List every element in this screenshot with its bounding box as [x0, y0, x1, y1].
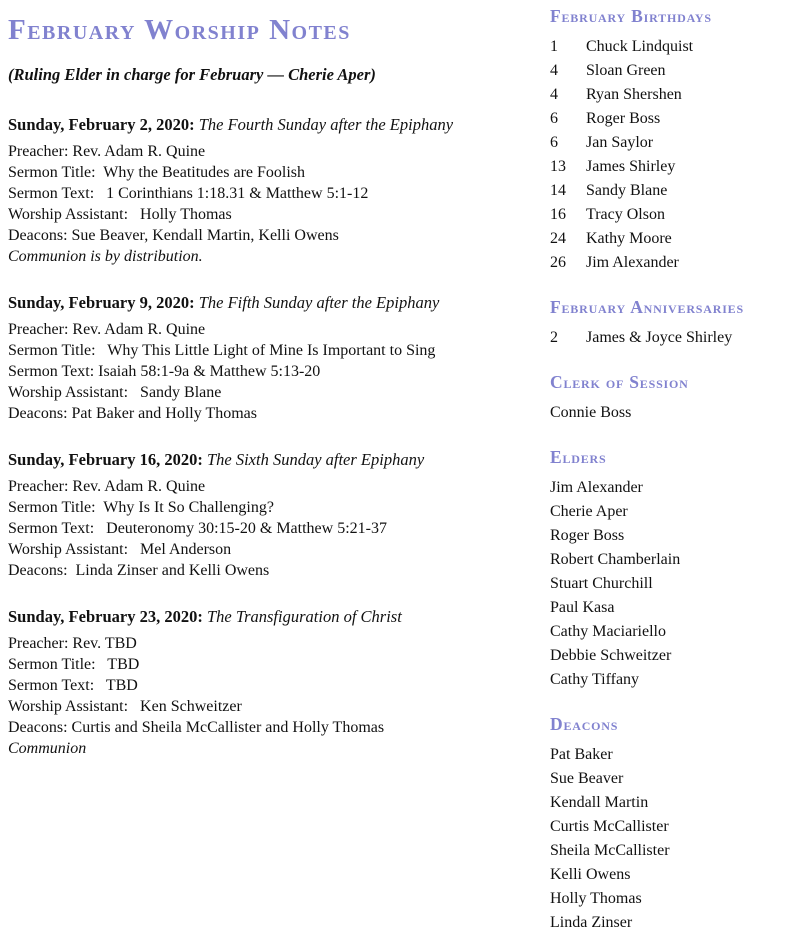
birthday-name: Sandy Blane: [586, 182, 668, 199]
birthday-day: 26: [550, 254, 566, 271]
birthday-name: James Shirley: [586, 158, 676, 175]
birthday-name: Sloan Green: [586, 62, 666, 79]
anniversary-item: [550, 326, 796, 350]
birthday-day: 16: [550, 206, 566, 223]
sermon-title-line: Sermon Title: Why This Little Light of Mine Is Important to Sing: [8, 342, 436, 359]
birthday-day: 4: [550, 86, 558, 103]
birthday-day: 6: [550, 110, 558, 127]
birthday-name: Jim Alexander: [586, 254, 679, 271]
service-date: Sunday, February 16, 2020:: [8, 450, 203, 469]
birthday-item: [550, 131, 796, 155]
birthday-item: [550, 107, 796, 131]
birthday-item: [550, 227, 796, 251]
sermon-text-line: Sermon Text: TBD: [8, 677, 138, 694]
birthday-name: Kathy Moore: [586, 230, 672, 247]
sermon-title-line: Sermon Title: Why Is It So Challenging?: [8, 499, 274, 516]
sidebar-column: [544, 6, 796, 935]
elder-name: Robert Chamberlain: [550, 551, 681, 568]
service-block-feb-23: [8, 607, 544, 759]
worship-assistant-line: Worship Assistant: Mel Anderson: [8, 541, 232, 558]
deacon-name: Sue Beaver: [550, 770, 624, 787]
service-heading: [8, 115, 544, 135]
service-date: Sunday, February 23, 2020:: [8, 607, 203, 626]
page-title: February Worship Notes: [8, 14, 351, 46]
service-heading: [8, 293, 544, 313]
elder-name: Cherie Aper: [550, 503, 628, 520]
sermon-text-line: Sermon Text: Deuteronomy 30:15-20 & Matthew 5:21-37: [8, 520, 387, 537]
service-block-feb-2: [8, 115, 544, 267]
elder-name: Debbie Schweitzer: [550, 647, 672, 664]
elder-name: Paul Kasa: [550, 599, 615, 616]
service-heading: [8, 450, 544, 470]
service-sunday-title: The Transfiguration of Christ: [206, 607, 402, 626]
preacher-line: Preacher: Rev. Adam R. Quine: [8, 321, 206, 338]
communion-note: Communion: [8, 740, 87, 757]
preacher-line: Preacher: Rev. Adam R. Quine: [8, 143, 206, 160]
anniversary-day: 2: [550, 329, 558, 346]
birthday-day: 14: [550, 182, 566, 199]
deacons-line: Deacons: Curtis and Sheila McCallister and Holly Thomas: [8, 719, 385, 736]
birthday-day: 13: [550, 158, 566, 175]
deacon-name: Sheila McCallister: [550, 842, 670, 859]
sermon-title-line: Sermon Title: TBD: [8, 656, 140, 673]
birthday-name: Chuck Lindquist: [586, 38, 694, 55]
sermon-title-line: Sermon Title: Why the Beatitudes are Foolish: [8, 164, 306, 181]
birthdays-heading: February Birthdays: [550, 6, 712, 26]
birthday-name: Ryan Shershen: [586, 86, 682, 103]
elder-name: Cathy Tiffany: [550, 671, 640, 688]
service-block-feb-16: [8, 450, 544, 581]
clerk-heading: Clerk of Session: [550, 372, 689, 392]
elder-name: Roger Boss: [550, 527, 625, 544]
birthday-name: Roger Boss: [586, 110, 661, 127]
service-sunday-title: The Fifth Sunday after the Epiphany: [198, 293, 440, 312]
sermon-text-line: Sermon Text: 1 Corinthians 1:18.31 & Matthew 5:1-12: [8, 185, 369, 202]
worship-assistant-line: Worship Assistant: Ken Schweitzer: [8, 698, 242, 715]
elder-name: Jim Alexander: [550, 479, 643, 496]
worship-assistant-line: Worship Assistant: Holly Thomas: [8, 206, 232, 223]
birthday-day: 6: [550, 134, 558, 151]
anniversary-name: James & Joyce Shirley: [586, 329, 733, 346]
deacons-line: Deacons: Linda Zinser and Kelli Owens: [8, 562, 270, 579]
service-block-feb-9: [8, 293, 544, 424]
worship-notes-column: [8, 6, 544, 935]
birthday-item: [550, 203, 796, 227]
service-date: Sunday, February 9, 2020:: [8, 293, 195, 312]
deacon-name: Kendall Martin: [550, 794, 649, 811]
service-sunday-title: The Sixth Sunday after Epiphany: [206, 450, 425, 469]
birthday-name: Tracy Olson: [586, 206, 665, 223]
deacons-heading: Deacons: [550, 714, 619, 734]
deacon-name: Kelli Owens: [550, 866, 631, 883]
elder-name: Cathy Maciariello: [550, 623, 666, 640]
preacher-line: Preacher: Rev. Adam R. Quine: [8, 478, 206, 495]
birthday-item: [550, 35, 796, 59]
preacher-line: Preacher: Rev. TBD: [8, 635, 137, 652]
service-date: Sunday, February 2, 2020:: [8, 115, 195, 134]
elders-heading: Elders: [550, 447, 607, 467]
birthday-name: Jan Saylor: [586, 134, 654, 151]
birthday-day: 24: [550, 230, 566, 247]
deacon-name: Linda Zinser: [550, 914, 633, 931]
deacons-line: Deacons: Sue Beaver, Kendall Martin, Kelli Owens: [8, 227, 339, 244]
deacon-name: Curtis McCallister: [550, 818, 669, 835]
birthday-day: 1: [550, 38, 558, 55]
communion-note: Communion is by distribution.: [8, 248, 203, 265]
deacon-name: Pat Baker: [550, 746, 613, 763]
elder-name: Stuart Churchill: [550, 575, 653, 592]
birthday-item: [550, 83, 796, 107]
clerk-name: Connie Boss: [550, 404, 632, 421]
birthday-item: [550, 251, 796, 275]
birthday-item: [550, 155, 796, 179]
birthday-day: 4: [550, 62, 558, 79]
worship-assistant-line: Worship Assistant: Sandy Blane: [8, 384, 222, 401]
birthday-item: [550, 179, 796, 203]
service-heading: [8, 607, 544, 627]
deacons-line: Deacons: Pat Baker and Holly Thomas: [8, 405, 257, 422]
service-sunday-title: The Fourth Sunday after the Epiphany: [198, 115, 454, 134]
deacon-name: Holly Thomas: [550, 890, 642, 907]
sermon-text-line: Sermon Text: Isaiah 58:1-9a & Matthew 5:13-20: [8, 363, 321, 380]
ruling-elder-note: (Ruling Elder in charge for February — Cherie Aper): [8, 65, 376, 84]
anniversaries-heading: February Anniversaries: [550, 297, 744, 317]
birthday-item: [550, 59, 796, 83]
